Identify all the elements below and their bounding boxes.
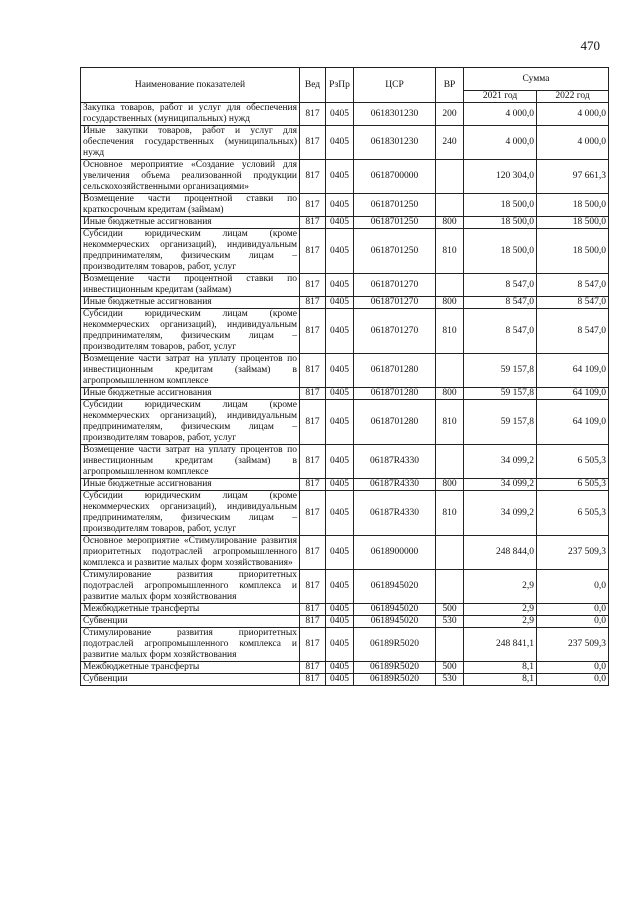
- table-row: [81, 274, 609, 297]
- cell-sum-2021: 34 099,2: [464, 491, 537, 536]
- cell-rzpr: 0405: [326, 491, 354, 536]
- cell-sum-2021: 34 099,2: [464, 479, 537, 491]
- cell-name: Иные бюджетные ассигнования: [81, 388, 300, 400]
- cell-sum-2021: 59 157,8: [464, 400, 537, 445]
- header-sum: Сумма: [464, 68, 609, 91]
- cell-sum-2021: 59 157,8: [464, 354, 537, 388]
- cell-name: Возмещение части процентной ставки по инвестиционным кредитам (займам): [81, 274, 300, 297]
- cell-name: Стимулирование развития приоритетных подотраслей агропромышленного комплекса и развитие малых форм хозяйствования: [81, 628, 300, 662]
- cell-ved: 817: [300, 297, 326, 309]
- cell-vr: 240: [436, 126, 464, 160]
- table-body: [81, 103, 609, 686]
- cell-name: Иные бюджетные ассигнования: [81, 479, 300, 491]
- header-rzpr: РзПр: [326, 68, 354, 103]
- cell-rzpr: 0405: [326, 160, 354, 194]
- cell-rzpr: 0405: [326, 445, 354, 479]
- header-csr: ЦСР: [354, 68, 436, 103]
- cell-ved: 817: [300, 662, 326, 674]
- cell-name: Возмещение части затрат на уплату процентов по инвестиционным кредитам (займам) в агропромышленном комплексе: [81, 354, 300, 388]
- cell-sum-2021: 248 841,1: [464, 628, 537, 662]
- cell-csr: 0618701250: [354, 194, 436, 217]
- cell-vr: 530: [436, 616, 464, 628]
- cell-rzpr: 0405: [326, 103, 354, 126]
- cell-csr: 06189R5020: [354, 674, 436, 686]
- cell-rzpr: 0405: [326, 662, 354, 674]
- cell-ved: 817: [300, 309, 326, 354]
- cell-rzpr: 0405: [326, 479, 354, 491]
- cell-csr: 06187R4330: [354, 479, 436, 491]
- cell-csr: 06189R5020: [354, 628, 436, 662]
- table-row: [81, 354, 609, 388]
- header-name: Наименование показателей: [81, 68, 300, 103]
- table-row: [81, 229, 609, 274]
- cell-csr: 0618945020: [354, 570, 436, 604]
- cell-sum-2021: 8,1: [464, 674, 537, 686]
- cell-vr: [436, 628, 464, 662]
- cell-sum-2022: 6 505,3: [537, 445, 609, 479]
- cell-sum-2022: 8 547,0: [537, 297, 609, 309]
- cell-ved: 817: [300, 479, 326, 491]
- cell-vr: [436, 354, 464, 388]
- cell-csr: 0618700000: [354, 160, 436, 194]
- cell-name: Иные закупки товаров, работ и услуг для обеспечения государственных (муниципальных) нужд: [81, 126, 300, 160]
- cell-csr: 06187R4330: [354, 491, 436, 536]
- table-row: [81, 616, 609, 628]
- cell-name: Субвенции: [81, 674, 300, 686]
- cell-vr: 800: [436, 297, 464, 309]
- table-row: [81, 194, 609, 217]
- cell-name: Возмещение части процентной ставки по краткосрочным кредитам (займам): [81, 194, 300, 217]
- table-row: [81, 628, 609, 662]
- cell-name: Субсидии юридическим лицам (кроме некоммерческих организаций), индивидуальным предпринимателям, физическим лицам – производителям товаров, работ, услуг: [81, 400, 300, 445]
- cell-ved: 817: [300, 217, 326, 229]
- cell-rzpr: 0405: [326, 229, 354, 274]
- cell-sum-2021: 120 304,0: [464, 160, 537, 194]
- cell-csr: 0618701280: [354, 388, 436, 400]
- cell-ved: 817: [300, 274, 326, 297]
- cell-csr: 0618701280: [354, 400, 436, 445]
- cell-name: Субсидии юридическим лицам (кроме некоммерческих организаций), индивидуальным предпринимателям, физическим лицам – производителям товаров, работ, услуг: [81, 229, 300, 274]
- cell-vr: [436, 570, 464, 604]
- cell-vr: [436, 160, 464, 194]
- cell-sum-2022: 64 109,0: [537, 388, 609, 400]
- cell-rzpr: 0405: [326, 354, 354, 388]
- cell-rzpr: 0405: [326, 604, 354, 616]
- cell-sum-2022: 97 661,3: [537, 160, 609, 194]
- cell-sum-2021: 59 157,8: [464, 388, 537, 400]
- cell-vr: 530: [436, 674, 464, 686]
- cell-sum-2022: 237 509,3: [537, 536, 609, 570]
- cell-csr: 06187R4330: [354, 445, 436, 479]
- table-row: [81, 536, 609, 570]
- cell-vr: [436, 194, 464, 217]
- cell-ved: 817: [300, 570, 326, 604]
- cell-name: Основное мероприятие «Стимулирование развития приоритетных подотраслей агропромышленного комплекса и развитие малых форм хозяйствования»: [81, 536, 300, 570]
- table-row: [81, 126, 609, 160]
- cell-sum-2022: 64 109,0: [537, 354, 609, 388]
- cell-rzpr: 0405: [326, 674, 354, 686]
- cell-csr: 0618945020: [354, 616, 436, 628]
- cell-sum-2022: 0,0: [537, 662, 609, 674]
- cell-sum-2022: 8 547,0: [537, 309, 609, 354]
- cell-sum-2021: 8 547,0: [464, 297, 537, 309]
- cell-csr: 0618701250: [354, 229, 436, 274]
- table-row: [81, 160, 609, 194]
- cell-sum-2021: 4 000,0: [464, 126, 537, 160]
- cell-rzpr: 0405: [326, 388, 354, 400]
- cell-vr: 810: [436, 400, 464, 445]
- cell-vr: 800: [436, 479, 464, 491]
- cell-sum-2021: 18 500,0: [464, 217, 537, 229]
- cell-sum-2021: 8,1: [464, 662, 537, 674]
- cell-rzpr: 0405: [326, 309, 354, 354]
- table-row: [81, 103, 609, 126]
- cell-name: Субсидии юридическим лицам (кроме некоммерческих организаций), индивидуальным предпринимателям, физическим лицам – производителям товаров, работ, услуг: [81, 309, 300, 354]
- cell-sum-2021: 8 547,0: [464, 309, 537, 354]
- table-header: [81, 68, 609, 103]
- cell-name: Основное мероприятие «Создание условий для увеличения объема реализованной продукции сельскохозяйственными организациями»: [81, 160, 300, 194]
- cell-sum-2021: 2,9: [464, 570, 537, 604]
- cell-csr: 06189R5020: [354, 662, 436, 674]
- cell-csr: 0618701250: [354, 217, 436, 229]
- header-vr: ВР: [436, 68, 464, 103]
- table-row: [81, 479, 609, 491]
- cell-sum-2021: 18 500,0: [464, 194, 537, 217]
- cell-vr: [436, 445, 464, 479]
- cell-ved: 817: [300, 674, 326, 686]
- cell-csr: 0618701270: [354, 309, 436, 354]
- cell-name: Возмещение части затрат на уплату процентов по инвестиционным кредитам (займам) в агропромышленном комплексе: [81, 445, 300, 479]
- cell-sum-2021: 4 000,0: [464, 103, 537, 126]
- table-row: [81, 604, 609, 616]
- cell-vr: 810: [436, 491, 464, 536]
- table-row: [81, 217, 609, 229]
- cell-vr: [436, 536, 464, 570]
- cell-ved: 817: [300, 616, 326, 628]
- cell-sum-2022: 18 500,0: [537, 217, 609, 229]
- cell-rzpr: 0405: [326, 616, 354, 628]
- cell-ved: 817: [300, 628, 326, 662]
- cell-vr: 200: [436, 103, 464, 126]
- cell-vr: 800: [436, 217, 464, 229]
- cell-sum-2022: 6 505,3: [537, 479, 609, 491]
- cell-rzpr: 0405: [326, 274, 354, 297]
- cell-sum-2022: 8 547,0: [537, 274, 609, 297]
- cell-vr: 810: [436, 229, 464, 274]
- cell-rzpr: 0405: [326, 194, 354, 217]
- cell-name: Межбюджетные трансферты: [81, 604, 300, 616]
- cell-ved: 817: [300, 388, 326, 400]
- table-row: [81, 400, 609, 445]
- table-row: [81, 491, 609, 536]
- cell-sum-2022: 0,0: [537, 674, 609, 686]
- cell-name: Стимулирование развития приоритетных подотраслей агропромышленного комплекса и развитие малых форм хозяйствования: [81, 570, 300, 604]
- cell-csr: 0618900000: [354, 536, 436, 570]
- cell-sum-2021: 8 547,0: [464, 274, 537, 297]
- cell-sum-2021: 2,9: [464, 604, 537, 616]
- cell-csr: 0618701270: [354, 274, 436, 297]
- table-row: [81, 309, 609, 354]
- cell-sum-2022: 0,0: [537, 604, 609, 616]
- budget-table: [80, 67, 609, 686]
- cell-ved: 817: [300, 229, 326, 274]
- cell-ved: 817: [300, 536, 326, 570]
- table-row: [81, 662, 609, 674]
- cell-csr: 0618301230: [354, 103, 436, 126]
- cell-rzpr: 0405: [326, 126, 354, 160]
- cell-sum-2022: 237 509,3: [537, 628, 609, 662]
- page-number: 470: [580, 38, 600, 53]
- cell-name: Субвенции: [81, 616, 300, 628]
- cell-sum-2021: 34 099,2: [464, 445, 537, 479]
- cell-vr: 800: [436, 388, 464, 400]
- cell-ved: 817: [300, 604, 326, 616]
- cell-vr: 500: [436, 662, 464, 674]
- cell-sum-2022: 0,0: [537, 570, 609, 604]
- cell-ved: 817: [300, 103, 326, 126]
- cell-rzpr: 0405: [326, 400, 354, 445]
- cell-sum-2021: 18 500,0: [464, 229, 537, 274]
- cell-name: Межбюджетные трансферты: [81, 662, 300, 674]
- cell-rzpr: 0405: [326, 628, 354, 662]
- cell-ved: 817: [300, 160, 326, 194]
- cell-rzpr: 0405: [326, 570, 354, 604]
- cell-csr: 0618301230: [354, 126, 436, 160]
- cell-rzpr: 0405: [326, 297, 354, 309]
- cell-rzpr: 0405: [326, 217, 354, 229]
- cell-sum-2022: 6 505,3: [537, 491, 609, 536]
- table-row: [81, 388, 609, 400]
- cell-sum-2022: 0,0: [537, 616, 609, 628]
- cell-ved: 817: [300, 354, 326, 388]
- cell-name: Иные бюджетные ассигнования: [81, 217, 300, 229]
- cell-name: Закупка товаров, работ и услуг для обеспечения государственных (муниципальных) нужд: [81, 103, 300, 126]
- cell-vr: 500: [436, 604, 464, 616]
- cell-ved: 817: [300, 445, 326, 479]
- header-year-2021: 2021 год: [464, 91, 537, 103]
- table-row: [81, 297, 609, 309]
- cell-ved: 817: [300, 491, 326, 536]
- cell-sum-2022: 4 000,0: [537, 103, 609, 126]
- cell-vr: 810: [436, 309, 464, 354]
- table-row: [81, 570, 609, 604]
- cell-ved: 817: [300, 126, 326, 160]
- cell-name: Субсидии юридическим лицам (кроме некоммерческих организаций), индивидуальным предпринимателям, физическим лицам – производителям товаров, работ, услуг: [81, 491, 300, 536]
- cell-csr: 0618701270: [354, 297, 436, 309]
- cell-ved: 817: [300, 400, 326, 445]
- cell-name: Иные бюджетные ассигнования: [81, 297, 300, 309]
- cell-ved: 817: [300, 194, 326, 217]
- header-year-2022: 2022 год: [537, 91, 609, 103]
- table-row: [81, 674, 609, 686]
- table-row: [81, 445, 609, 479]
- cell-csr: 0618701280: [354, 354, 436, 388]
- header-ved: Вед: [300, 68, 326, 103]
- cell-sum-2022: 64 109,0: [537, 400, 609, 445]
- cell-vr: [436, 274, 464, 297]
- cell-sum-2022: 18 500,0: [537, 229, 609, 274]
- cell-sum-2021: 248 844,0: [464, 536, 537, 570]
- cell-sum-2021: 2,9: [464, 616, 537, 628]
- cell-sum-2022: 4 000,0: [537, 126, 609, 160]
- cell-csr: 0618945020: [354, 604, 436, 616]
- cell-sum-2022: 18 500,0: [537, 194, 609, 217]
- cell-rzpr: 0405: [326, 536, 354, 570]
